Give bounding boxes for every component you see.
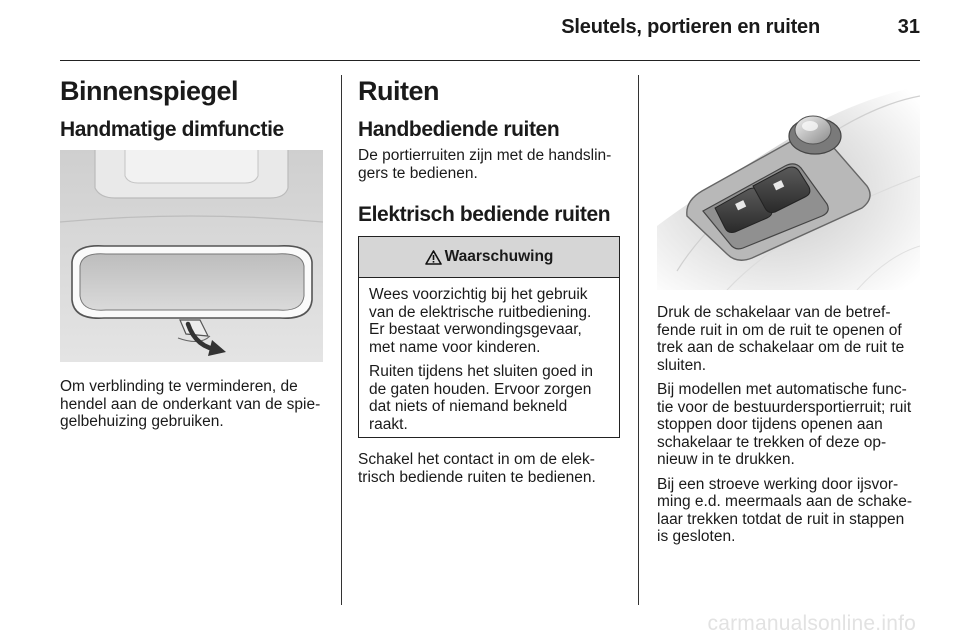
header-rule	[60, 60, 920, 61]
manual-windows-paragraph: De portierruiten zijn met de handslin- gers te bedienen.	[358, 147, 612, 182]
watermark: carmanualsonline.info	[707, 612, 916, 635]
warning-triangle-icon	[425, 250, 442, 265]
switch-paragraph-3: Bij een stroeve werking door ijsvor- ming e.d. meermaals aan de schake- laar trekken totdat de ruit in stappen is gesloten.	[657, 475, 913, 545]
subheading-handbediende-ruiten: Handbediende ruiten	[358, 118, 560, 141]
page-number: 31	[897, 16, 920, 38]
electric-windows-paragraph: Schakel het contact in om de elek- trisch bediende ruiten te bedienen.	[358, 451, 596, 486]
running-header-title: Sleutels, portieren en ruiten	[561, 16, 820, 38]
mirror-paragraph: Om verblinding te verminderen, de hendel aan de onderkant van de spie- gelbehuizing gebruiken.	[60, 378, 321, 430]
window-switch-illustration	[657, 76, 920, 290]
warning-title: Waarschuwing	[444, 248, 554, 265]
warning-body	[359, 278, 619, 433]
warning-box	[358, 236, 620, 438]
switch-paragraph-1: Druk de schakelaar van de betref- fende ruit in om de ruit te openen of trek aan de schakelaar om de ruit te sluiten.	[657, 304, 905, 374]
rearview-mirror-illustration	[60, 150, 323, 362]
section-heading-binnenspiegel: Binnenspiegel	[60, 76, 239, 106]
right-column-text	[657, 304, 927, 553]
warning-paragraph-2: Ruiten tijdens het sluiten goed in de gaten houden. Ervoor zorgen dat niets of niemand bekneld raakt.	[369, 363, 594, 433]
subheading-dimfunctie: Handmatige dimfunctie	[60, 118, 284, 141]
column-divider-left	[341, 75, 342, 605]
warning-header	[359, 237, 619, 278]
warning-paragraph-1: Wees voorzichtig bij het gebruik van de elektrische ruitbediening. Er bestaat verwondingsgevaar, met name voor kinderen.	[369, 286, 592, 356]
switch-paragraph-2: Bij modellen met automatische func- tie voor de bestuurdersportierruit; ruit stoppen door tijdens openen aan schakelaar te trekken of deze op- nieuw in te drukken.	[657, 381, 912, 468]
subheading-elektrisch-bediende-ruiten: Elektrisch bediende ruiten	[358, 203, 611, 226]
column-divider-right	[638, 75, 639, 605]
section-heading-ruiten: Ruiten	[358, 76, 439, 106]
